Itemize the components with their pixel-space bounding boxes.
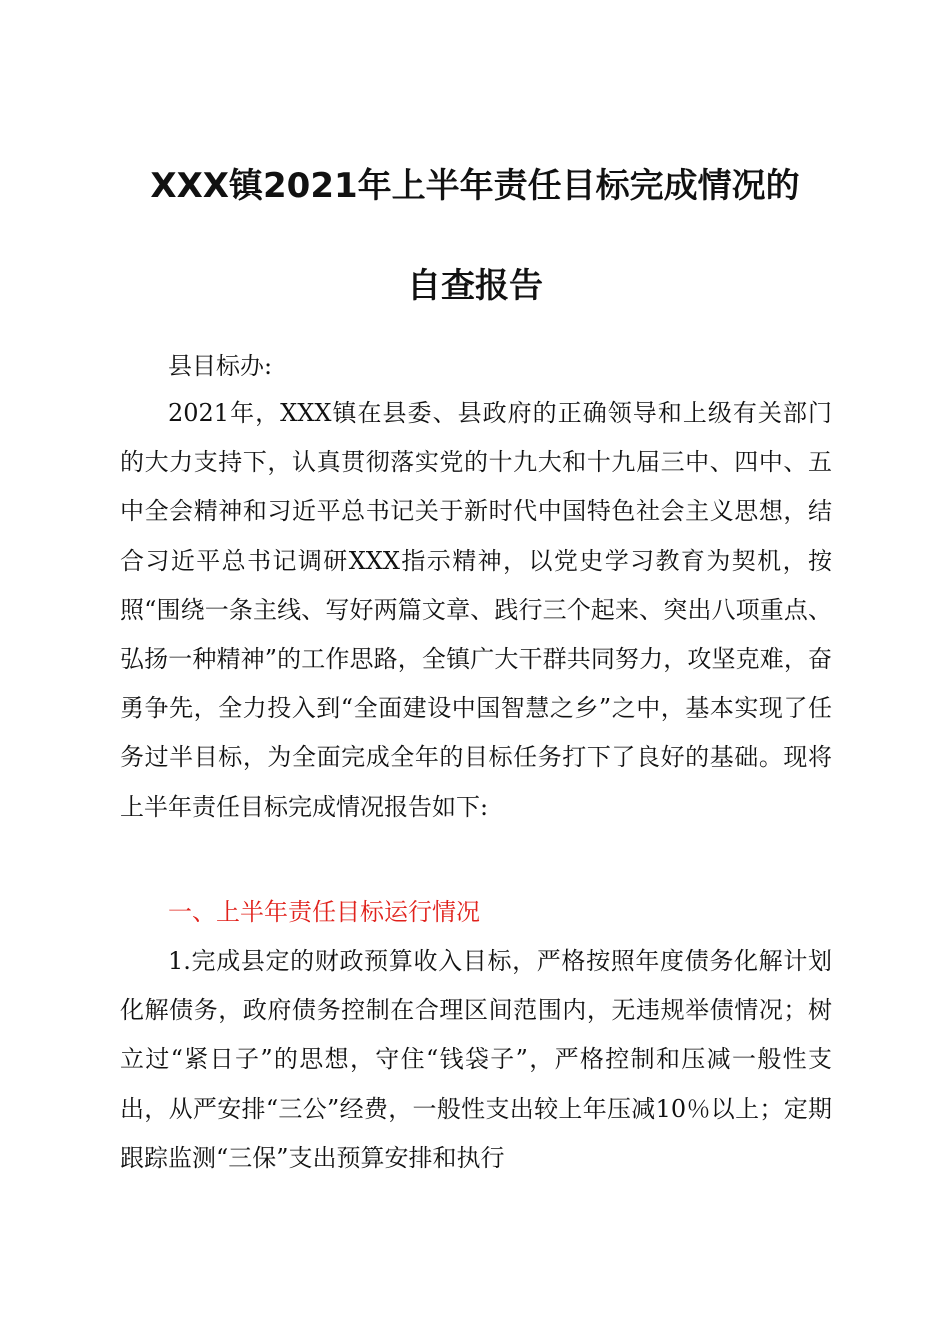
section-heading-1: 一、上半年责任目标运行情况 xyxy=(168,898,480,926)
document-title-line2: 自查报告 xyxy=(407,266,543,306)
salutation: 县目标办: xyxy=(168,352,273,380)
paragraph-intro: 2021年，XXX镇在县委、县政府的正确领导和上级有关部门的大力支持下，认真贯彻落实党的十九大和十九届三中、四中、五中全会精神和习近平总书记关于新时代中国特色社会主义思想，结合习近平总书记调研XXX指示精神，以党史学习教育为契机，按照“围绕一条主线、写好两篇文章、践行三个起来、突出八项重点、弘扬一种精神”的工作思路，全镇广大干群共同努力，攻坚克难，奋勇争先，全力投入到“全面建设中国智慧之乡”之中，基本实现了任务过半目标，为全面完成全年的目标任务打下了良好的基础。现将上半年责任目标完成情况报告如下: xyxy=(120,399,832,821)
paragraph-item-1: 1.完成县定的财政预算收入目标，严格按照年度债务化解计划化解债务，政府债务控制在合理区间范围内，无违规举债情况；树立过“紧日子”的思想，守住“钱袋子”，严格控制和压减一般性支出，从严安排“三公”经费，一般性支出较上年压减10％以上；定期跟踪监测“三保”支出预算安排和执行 xyxy=(120,947,832,1172)
document-title-line1: XXX镇2021年上半年责任目标完成情况的 xyxy=(150,166,800,206)
